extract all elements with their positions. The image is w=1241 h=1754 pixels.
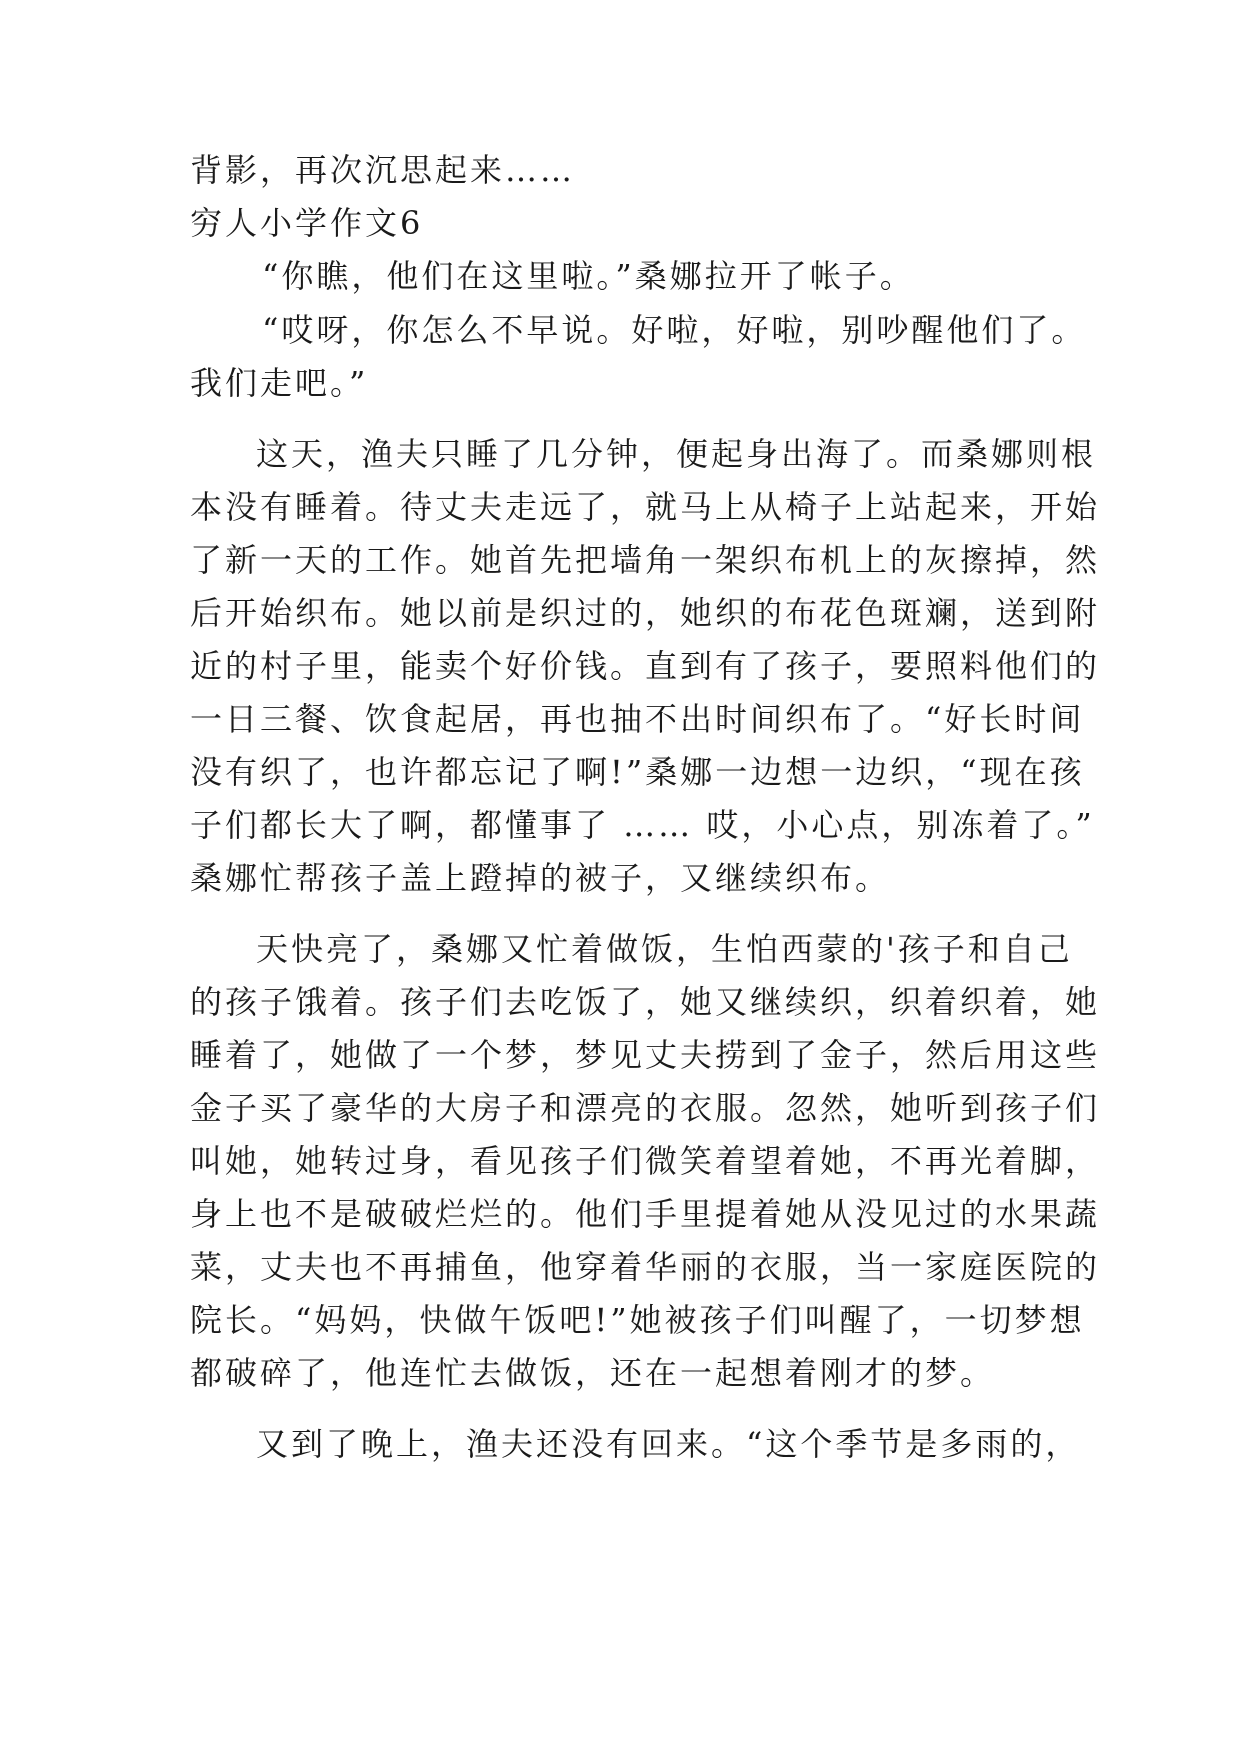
paragraph-line: 天快亮了，桑娜又忙着做饭，生怕西蒙的'孩子和自己 — [256, 930, 1073, 968]
paragraph-line: 菜，丈夫也不再捕鱼，他穿着华丽的衣服，当一家庭医院的 — [190, 1248, 1101, 1286]
paragraph-line: 子们都长大了啊，都懂事了 …… 哎，小心点，别冻着了。” — [190, 806, 1095, 844]
paragraph-line: 一日三餐、饮食起居，再也抽不出时间织布了。“好长时间 — [190, 700, 1085, 738]
paragraph-line: 后开始织布。她以前是织过的，她织的布花色斑斓，送到附 — [190, 594, 1101, 632]
paragraph-line: 睡着了，她做了一个梦，梦见丈夫捞到了金子，然后用这些 — [190, 1036, 1101, 1074]
paragraph-line: 我们走吧。” — [190, 364, 369, 402]
paragraph-line: 院长。“妈妈，快做午饭吧!”她被孩子们叫醒了，一切梦想 — [190, 1301, 1085, 1339]
paragraph-line: 都破碎了，他连忙去做饭，还在一起想着刚才的梦。 — [190, 1354, 996, 1392]
paragraph-line: 金子买了豪华的大房子和漂亮的衣服。忽然，她听到孩子们 — [190, 1089, 1101, 1127]
paragraph-line: 叫她，她转过身，看见孩子们微笑着望着她，不再光着脚， — [190, 1142, 1101, 1180]
paragraph-line: 的孩子饿着。孩子们去吃饭了，她又继续织，织着织着，她 — [190, 983, 1101, 1021]
paragraph-line: 又到了晚上，渔夫还没有回来。“这个季节是多雨的， — [256, 1425, 1081, 1463]
paragraph-line: 这天，渔夫只睡了几分钟，便起身出海了。而桑娜则根 — [256, 435, 1097, 473]
paragraph-line: 没有织了，也许都忘记了啊!”桑娜一边想一边织，“现在孩 — [190, 753, 1085, 791]
paragraph-line: “你瞧，他们在这里啦。”桑娜拉开了帐子。 — [262, 257, 915, 295]
paragraph-line: 近的村子里，能卖个好价钱。直到有了孩子，要照料他们的 — [190, 647, 1101, 685]
section-heading: 穷人小学作文6 — [190, 204, 424, 242]
paragraph-line: 身上也不是破破烂烂的。他们手里提着她从没见过的水果蔬 — [190, 1195, 1101, 1233]
paragraph-line: 了新一天的工作。她首先把墙角一架织布机上的灰擦掉，然 — [190, 541, 1101, 579]
paragraph-line: 本没有睡着。待丈夫走远了，就马上从椅子上站起来，开始 — [190, 488, 1101, 526]
continuation-line: 背影，再次沉思起来…… — [190, 151, 576, 189]
paragraph-line: 桑娜忙帮孩子盖上蹬掉的被子，又继续织布。 — [190, 859, 891, 897]
paragraph-line: “哎呀，你怎么不早说。好啦，好啦，别吵醒他们了。 — [262, 311, 1087, 349]
